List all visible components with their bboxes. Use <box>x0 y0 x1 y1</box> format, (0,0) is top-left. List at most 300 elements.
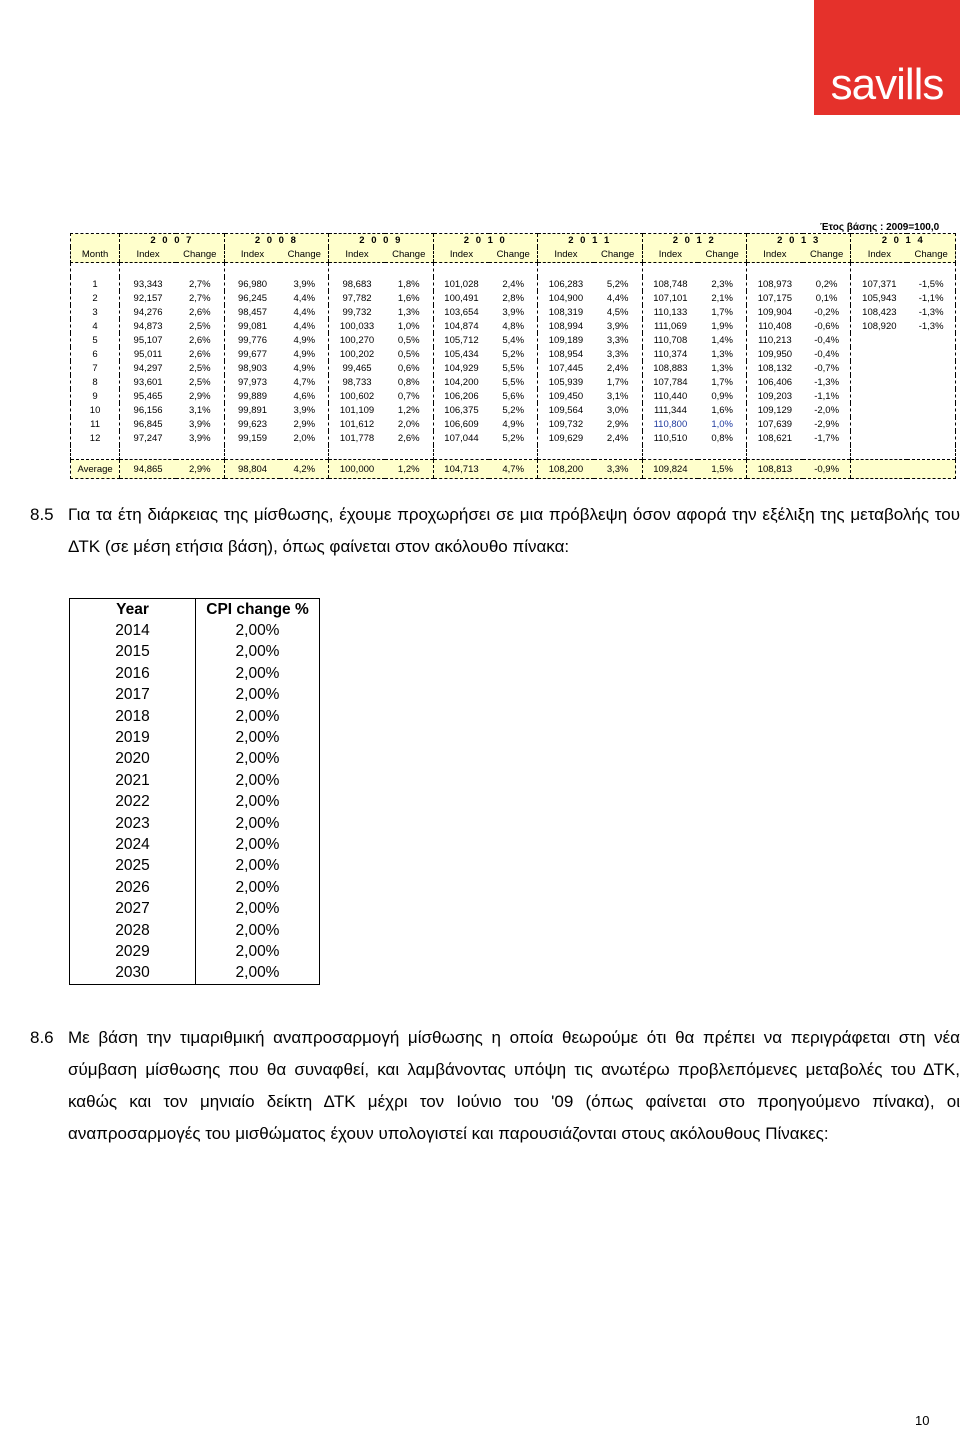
month-header: Month <box>71 247 120 263</box>
change-cell <box>907 333 955 347</box>
change-cell: 4,5% <box>606 306 629 318</box>
change-cell: 5,2% <box>502 432 525 444</box>
cpi-change-cell: 2,00% <box>235 750 280 768</box>
spacer-cell <box>176 445 224 460</box>
index-cell: 95,011 <box>120 347 176 361</box>
spacer-row <box>71 445 956 460</box>
change-cell: -0,2% <box>814 306 840 318</box>
cpi-change-cell: 2,00% <box>235 878 280 896</box>
cpi-change-cell: 2,00% <box>235 964 280 982</box>
index-header: Index <box>642 247 698 263</box>
year-cell: 2029 <box>70 941 196 962</box>
index-cell <box>851 375 907 389</box>
index-cell: 94,297 <box>120 361 176 375</box>
table-row <box>71 375 956 389</box>
table-row <box>70 770 320 791</box>
spacer-cell <box>71 263 120 278</box>
change-cell: 4,4% <box>606 292 629 304</box>
month-cell: 8 <box>71 375 120 389</box>
table-row <box>70 792 320 813</box>
index-cell: 105,712 <box>433 333 489 347</box>
index-cell: 109,629 <box>538 431 594 445</box>
spacer-cell <box>120 445 176 460</box>
year-header: 2 0 0 7 <box>120 234 224 248</box>
change-cell: 5,2% <box>502 404 525 416</box>
paragraph-number: 8.6 <box>30 1028 54 1047</box>
change-cell: 2,9% <box>188 390 211 402</box>
change-cell: 4,4% <box>293 306 316 318</box>
index-cell: 101,109 <box>329 403 385 417</box>
change-cell: 3,0% <box>606 404 629 416</box>
change-header: Change <box>176 247 224 263</box>
change-cell: 0,7% <box>397 390 420 402</box>
change-cell: 2,8% <box>502 292 525 304</box>
index-cell: 111,069 <box>642 319 698 333</box>
spacer-cell <box>594 263 642 278</box>
index-cell <box>851 431 907 445</box>
year-cell: 2021 <box>70 770 196 791</box>
logo-text: savills <box>830 60 944 109</box>
change-header: Change <box>280 247 328 263</box>
index-cell: 108,621 <box>746 431 802 445</box>
index-cell: 96,845 <box>120 417 176 431</box>
index-cell: 106,609 <box>433 417 489 431</box>
year-header: 2 0 1 1 <box>538 234 642 248</box>
change-header: Change <box>385 247 433 263</box>
index-cell: 104,900 <box>538 291 594 305</box>
change-cell: 0,2% <box>815 278 838 290</box>
index-header: Index <box>224 247 280 263</box>
change-cell: 0,8% <box>711 432 733 444</box>
table-row <box>71 277 956 291</box>
index-cell: 109,203 <box>746 389 802 403</box>
index-cell: 100,033 <box>329 319 385 333</box>
table-row <box>70 920 320 941</box>
table-row <box>71 417 956 431</box>
change-cell: 0,5% <box>397 334 420 346</box>
change-cell: 1,8% <box>397 278 420 290</box>
index-cell: 106,406 <box>746 375 802 389</box>
index-cell: 108,813 <box>746 460 802 479</box>
index-cell: 94,873 <box>120 319 176 333</box>
change-cell: -0,6% <box>814 320 840 332</box>
index-cell: 101,028 <box>433 277 489 291</box>
index-cell: 99,677 <box>224 347 280 361</box>
year-cell: 2014 <box>70 620 196 641</box>
change-cell: -1,1% <box>814 390 840 402</box>
change-cell <box>907 361 955 375</box>
cpi-change-cell: 2,00% <box>235 900 280 918</box>
index-cell: 104,713 <box>433 460 489 479</box>
spacer-cell <box>120 263 176 278</box>
change-cell: -0,4% <box>814 348 840 360</box>
change-cell: 2,4% <box>502 278 525 290</box>
index-cell: 108,319 <box>538 305 594 319</box>
index-cell: 108,954 <box>538 347 594 361</box>
spacer-cell <box>746 263 802 278</box>
change-cell: 3,9% <box>188 432 211 444</box>
change-cell: 1,2% <box>397 404 420 416</box>
index-cell: 99,776 <box>224 333 280 347</box>
change-cell: 2,6% <box>397 432 420 444</box>
change-cell: 1,0% <box>711 418 733 430</box>
index-cell: 99,623 <box>224 417 280 431</box>
year-cell: 2017 <box>70 685 196 706</box>
change-cell: 1,4% <box>711 334 733 346</box>
index-cell: 98,457 <box>224 305 280 319</box>
index-cell: 109,450 <box>538 389 594 403</box>
index-cell: 106,375 <box>433 403 489 417</box>
change-cell: -0,7% <box>814 362 840 374</box>
change-cell: 3,1% <box>188 404 211 416</box>
index-cell: 108,748 <box>642 277 698 291</box>
month-cell: 1 <box>71 277 120 291</box>
spacer-cell <box>907 445 955 460</box>
year-cell: 2023 <box>70 813 196 834</box>
paragraph-text: Με βάση την τιμαριθμική αναπροσαρμογή μίσθωσης η οποία θεωρούμε ότι θα πρέπει να περιγράφεται στη νέα σύμβαση μίσθωσης που θα συναφθεί, και λαμβάνοντας υπόψη τις ανωτέρω προβλεπόμενες μεταβολές του ΔΤΚ, καθώς και τον μηνιαίο δείκτη ΔΤΚ μέχρι τον Ιούνιο του '09 (όπως φαίνεται στο προηγούμενο πίνακα), οι αναπροσαρμογές του μισθώματος έχουν υπολογιστεί και παρουσιάζονται στους ακόλουθους Πίνακες: <box>68 1028 960 1143</box>
month-cell: 4 <box>71 319 120 333</box>
table-row <box>70 620 320 641</box>
change-cell: -2,9% <box>814 418 840 430</box>
change-cell: 5,5% <box>502 376 525 388</box>
change-cell: 1,3% <box>711 362 733 374</box>
index-cell: 95,465 <box>120 389 176 403</box>
index-cell: 94,276 <box>120 305 176 319</box>
change-cell: 2,9% <box>176 460 224 479</box>
index-cell: 108,973 <box>746 277 802 291</box>
page-number: 10 <box>915 1413 930 1428</box>
change-cell: 1,3% <box>397 306 420 318</box>
change-cell <box>907 389 955 403</box>
spacer-cell <box>538 445 594 460</box>
spacer-cell <box>385 263 433 278</box>
change-cell: 1,6% <box>711 404 733 416</box>
cpi-change-cell: 2,00% <box>235 921 280 939</box>
change-cell: 4,6% <box>293 390 316 402</box>
change-cell: 4,4% <box>293 292 316 304</box>
change-cell: 0,9% <box>711 390 733 402</box>
change-cell: 5,2% <box>502 348 525 360</box>
change-cell: 0,8% <box>397 376 420 388</box>
index-cell: 104,200 <box>433 375 489 389</box>
index-cell: 97,247 <box>120 431 176 445</box>
index-cell: 100,270 <box>329 333 385 347</box>
index-cell: 105,939 <box>538 375 594 389</box>
table-row <box>70 856 320 877</box>
month-cell: 12 <box>71 431 120 445</box>
index-cell: 107,044 <box>433 431 489 445</box>
table-row <box>71 305 956 319</box>
change-cell: 5,6% <box>502 390 525 402</box>
change-cell <box>907 375 955 389</box>
index-cell: 109,564 <box>538 403 594 417</box>
index-cell: 111,344 <box>642 403 698 417</box>
spacer-cell <box>280 445 328 460</box>
index-header: Index <box>746 247 802 263</box>
change-cell: 3,9% <box>606 320 629 332</box>
index-cell: 110,374 <box>642 347 698 361</box>
year-header: 2 0 1 2 <box>642 234 746 248</box>
spacer-cell <box>803 445 851 460</box>
spacer-cell <box>746 445 802 460</box>
change-cell: 3,1% <box>606 390 629 402</box>
change-cell: 2,7% <box>188 278 211 290</box>
change-cell: 4,9% <box>293 362 316 374</box>
month-cell: 10 <box>71 403 120 417</box>
index-cell: 99,732 <box>329 305 385 319</box>
index-cell: 110,440 <box>642 389 698 403</box>
index-header: Index <box>120 247 176 263</box>
change-cell: 1,7% <box>711 376 733 388</box>
spacer-cell <box>851 263 907 278</box>
index-cell <box>851 403 907 417</box>
change-cell: -0,9% <box>803 460 851 479</box>
month-cell: 3 <box>71 305 120 319</box>
month-cell: 5 <box>71 333 120 347</box>
change-cell: -1,5% <box>907 277 955 291</box>
change-cell <box>907 460 955 479</box>
index-cell <box>851 389 907 403</box>
index-cell: 107,101 <box>642 291 698 305</box>
cpi-change-cell: 2,00% <box>235 664 280 682</box>
index-cell: 100,491 <box>433 291 489 305</box>
change-cell: 2,9% <box>293 418 316 430</box>
index-cell: 109,189 <box>538 333 594 347</box>
year-header: 2 0 1 4 <box>851 234 956 248</box>
average-label: Average <box>71 460 120 479</box>
cpi-forecast-table <box>69 598 320 985</box>
column-header-row <box>71 247 956 263</box>
change-cell: 4,9% <box>293 334 316 346</box>
index-cell: 104,874 <box>433 319 489 333</box>
change-cell: 1,9% <box>711 320 733 332</box>
year-header: 2 0 0 8 <box>224 234 328 248</box>
change-cell: 4,7% <box>293 376 316 388</box>
change-cell: 2,6% <box>188 306 211 318</box>
index-cell: 98,683 <box>329 277 385 291</box>
table-row <box>70 963 320 985</box>
change-cell: -1,3% <box>907 319 955 333</box>
index-header: Index <box>433 247 489 263</box>
table-row <box>71 291 956 305</box>
cpi-change-cell: 2,00% <box>235 942 280 960</box>
index-cell: 107,639 <box>746 417 802 431</box>
year-cell: 2024 <box>70 834 196 855</box>
year-cell: 2028 <box>70 920 196 941</box>
index-cell: 105,434 <box>433 347 489 361</box>
spacer-cell <box>71 445 120 460</box>
index-cell: 105,943 <box>851 291 907 305</box>
spacer-cell <box>489 263 537 278</box>
change-cell: 2,6% <box>188 334 211 346</box>
change-cell: 2,4% <box>606 432 629 444</box>
savills-logo <box>814 0 960 115</box>
cpi-change-cell: 2,00% <box>235 729 280 747</box>
month-cell: 7 <box>71 361 120 375</box>
index-cell: 101,778 <box>329 431 385 445</box>
index-cell: 109,732 <box>538 417 594 431</box>
change-cell: -1,1% <box>907 291 955 305</box>
year-header: 2 0 0 9 <box>329 234 433 248</box>
index-cell: 109,129 <box>746 403 802 417</box>
spacer-cell <box>280 263 328 278</box>
table-row <box>70 706 320 727</box>
spacer-cell <box>224 263 280 278</box>
index-cell: 92,157 <box>120 291 176 305</box>
index-cell: 103,654 <box>433 305 489 319</box>
index-cell: 110,800 <box>642 417 698 431</box>
spacer-cell <box>642 445 698 460</box>
table-row <box>71 333 956 347</box>
cpi-change-header: CPI change % <box>206 600 309 618</box>
index-cell: 101,612 <box>329 417 385 431</box>
year-cell: 2016 <box>70 663 196 684</box>
change-cell: 2,0% <box>397 418 420 430</box>
cpi-change-cell: 2,00% <box>235 707 280 725</box>
change-cell: 2,3% <box>711 278 733 290</box>
year-cell: 2018 <box>70 706 196 727</box>
index-cell: 99,159 <box>224 431 280 445</box>
change-cell: 5,5% <box>502 362 525 374</box>
month-cell: 2 <box>71 291 120 305</box>
cpi-change-cell: 2,00% <box>235 793 280 811</box>
change-cell: 3,9% <box>293 278 316 290</box>
change-cell: 2,4% <box>606 362 629 374</box>
index-cell: 96,245 <box>224 291 280 305</box>
year-header-row <box>71 234 956 248</box>
change-header: Change <box>594 247 642 263</box>
change-cell: 4,7% <box>489 460 537 479</box>
index-cell: 110,510 <box>642 431 698 445</box>
index-header: Index <box>538 247 594 263</box>
change-cell <box>907 403 955 417</box>
change-cell: -0,4% <box>814 334 840 346</box>
index-cell: 99,465 <box>329 361 385 375</box>
index-cell: 107,784 <box>642 375 698 389</box>
index-cell <box>851 333 907 347</box>
index-cell: 107,445 <box>538 361 594 375</box>
change-cell <box>907 417 955 431</box>
change-cell: -1,3% <box>907 305 955 319</box>
index-cell: 100,000 <box>329 460 385 479</box>
table-row <box>70 941 320 962</box>
index-cell: 107,175 <box>746 291 802 305</box>
year-cell: 2015 <box>70 642 196 663</box>
table-row <box>70 813 320 834</box>
change-cell: 1,3% <box>711 348 733 360</box>
index-cell: 93,601 <box>120 375 176 389</box>
change-cell: 3,3% <box>606 348 629 360</box>
cpi-change-cell: 2,00% <box>235 643 280 661</box>
month-cell: 11 <box>71 417 120 431</box>
year-cell: 2022 <box>70 792 196 813</box>
change-cell: 4,2% <box>280 460 328 479</box>
index-cell: 106,283 <box>538 277 594 291</box>
month-cell: 9 <box>71 389 120 403</box>
index-cell: 108,920 <box>851 319 907 333</box>
table-row <box>71 319 956 333</box>
change-cell: 3,9% <box>188 418 211 430</box>
change-cell: 0,6% <box>397 362 420 374</box>
change-cell: 5,2% <box>606 278 629 290</box>
spacer-cell <box>489 445 537 460</box>
change-cell: 1,0% <box>397 320 420 332</box>
change-cell: 2,6% <box>188 348 211 360</box>
change-cell <box>907 431 955 445</box>
change-cell: 0,1% <box>815 292 838 304</box>
spacer-cell <box>803 263 851 278</box>
change-cell: 3,9% <box>502 306 525 318</box>
change-cell: 4,8% <box>502 320 525 332</box>
index-cell: 109,824 <box>642 460 698 479</box>
table-row <box>70 898 320 919</box>
spacer-cell <box>329 445 385 460</box>
table-row <box>70 642 320 663</box>
index-cell <box>851 347 907 361</box>
table-row <box>71 347 956 361</box>
index-cell: 104,929 <box>433 361 489 375</box>
year-header: 2 0 1 0 <box>433 234 537 248</box>
change-cell: 1,7% <box>711 306 733 318</box>
index-cell: 110,408 <box>746 319 802 333</box>
change-cell: 1,7% <box>606 376 629 388</box>
change-cell: 2,9% <box>606 418 629 430</box>
index-cell: 96,156 <box>120 403 176 417</box>
index-cell: 96,980 <box>224 277 280 291</box>
paragraph-text: Για τα έτη διάρκειας της μίσθωσης, έχουμε προχωρήσει σε μια πρόβλεψη όσον αφορά την εξέλιξη της μεταβολής του ΔΤΚ (σε μέση ετήσια βάση), όπως φαίνεται στον ακόλουθο πίνακα: <box>68 505 960 556</box>
index-header: Index <box>851 247 907 263</box>
base-year-note: Έτος βάσης : 2009=100,0 <box>820 222 940 233</box>
change-header: Change <box>803 247 851 263</box>
spacer-row <box>71 263 956 278</box>
index-cell: 94,865 <box>120 460 176 479</box>
index-cell: 108,200 <box>538 460 594 479</box>
spacer-cell <box>698 263 746 278</box>
table-row <box>70 834 320 855</box>
table-row <box>71 389 956 403</box>
index-cell <box>851 460 907 479</box>
index-cell: 107,371 <box>851 277 907 291</box>
change-cell: 1,5% <box>698 460 746 479</box>
change-cell: 5,4% <box>502 334 525 346</box>
change-header: Change <box>698 247 746 263</box>
change-cell: 2,0% <box>293 432 316 444</box>
index-cell: 99,889 <box>224 389 280 403</box>
spacer-cell <box>329 263 385 278</box>
index-cell: 110,213 <box>746 333 802 347</box>
change-cell: 3,3% <box>594 460 642 479</box>
spacer-cell <box>385 445 433 460</box>
change-cell: 2,1% <box>711 292 733 304</box>
index-cell <box>851 417 907 431</box>
table-row <box>71 403 956 417</box>
index-cell: 106,206 <box>433 389 489 403</box>
spacer-cell <box>433 263 489 278</box>
change-cell: 2,5% <box>188 362 211 374</box>
year-cell: 2025 <box>70 856 196 877</box>
paragraph-number: 8.5 <box>30 505 54 524</box>
year-cell: 2026 <box>70 877 196 898</box>
change-cell: 2,5% <box>188 320 211 332</box>
index-cell: 99,081 <box>224 319 280 333</box>
index-cell <box>851 361 907 375</box>
change-cell <box>907 347 955 361</box>
change-cell: 1,6% <box>397 292 420 304</box>
change-cell: 1,2% <box>385 460 433 479</box>
spacer-cell <box>433 445 489 460</box>
index-cell: 100,202 <box>329 347 385 361</box>
index-cell: 108,994 <box>538 319 594 333</box>
